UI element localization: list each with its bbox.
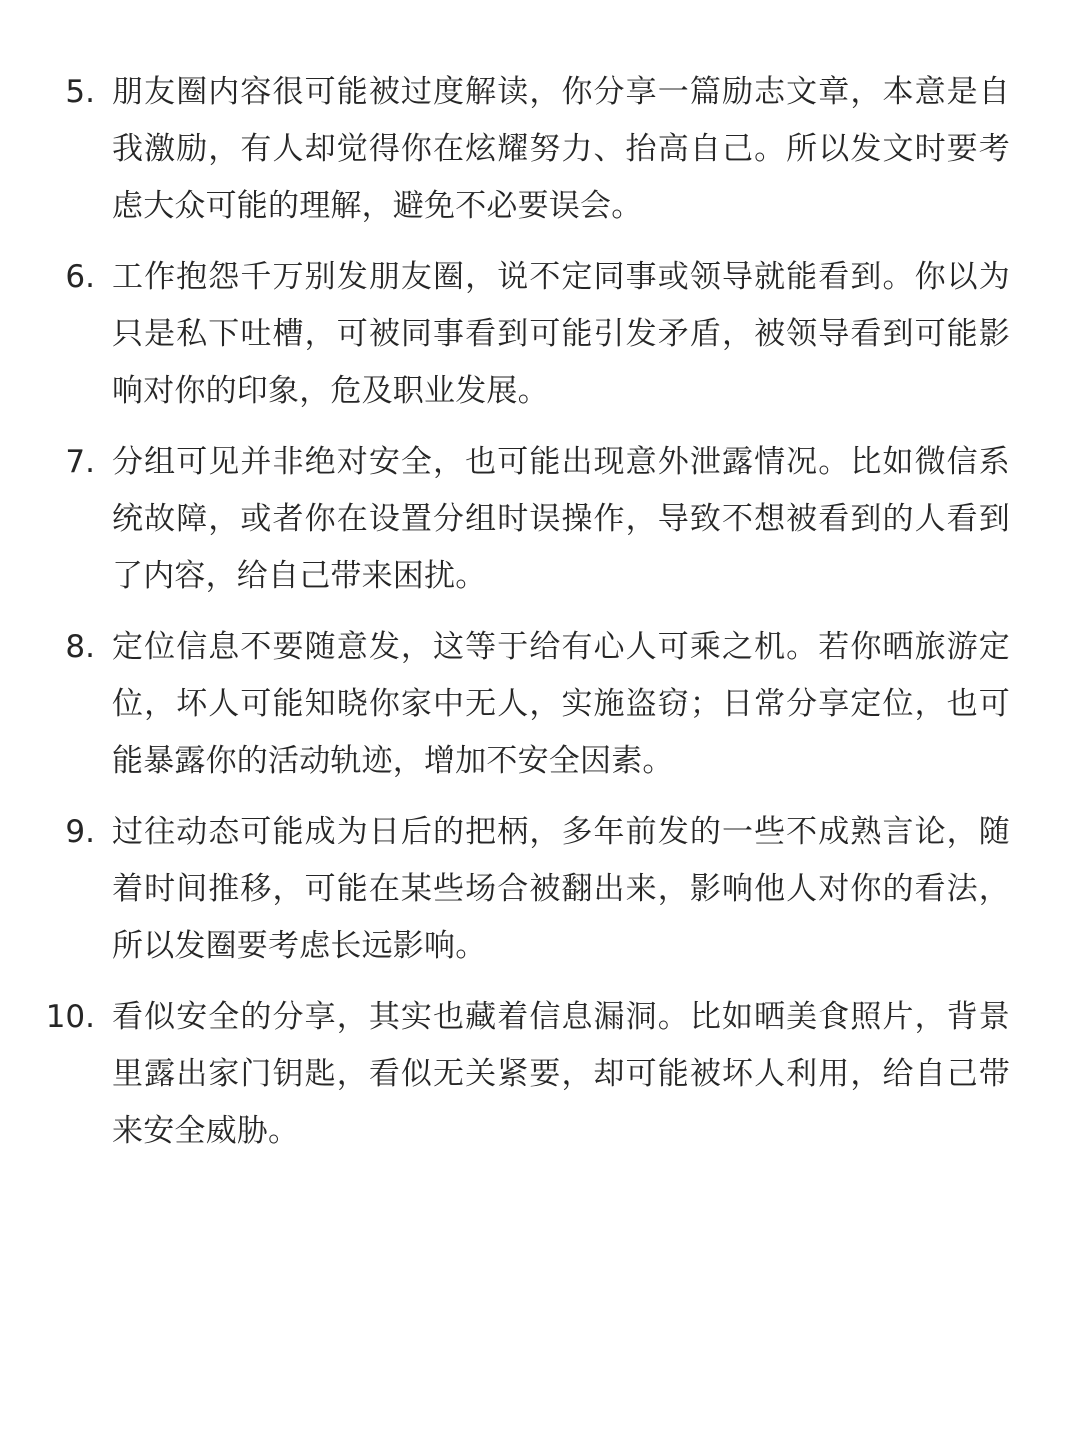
list-item-text: 分组可见并非绝对安全，也可能出现意外泄露情况。比如微信系统故障，或者你在设置分组时误操作，导致不想被看到的人看到了内容，给自己带来困扰。 [112,444,1010,594]
list-item [0,619,1080,790]
list-item-number: 9. [65,814,95,850]
numbered-list [0,64,1080,1174]
list-item-number: 7. [65,444,95,480]
list-item-text: 过往动态可能成为日后的把柄，多年前发的一些不成熟言论，随着时间推移，可能在某些场合被翻出来，影响他人对你的看法，所以发圈要考虑长远影响。 [112,814,1010,964]
list-item-text: 工作抱怨千万别发朋友圈，说不定同事或领导就能看到。你以为只是私下吐槽，可被同事看到可能引发矛盾，被领导看到可能影响对你的印象，危及职业发展。 [112,259,1010,409]
list-item-number: 8. [65,629,95,665]
list-item [0,64,1080,235]
list-item [0,804,1080,975]
list-item-text: 看似安全的分享，其实也藏着信息漏洞。比如晒美食照片，背景里露出家门钥匙，看似无关紧要，却可能被坏人利用，给自己带来安全威胁。 [112,999,1010,1149]
list-item [0,249,1080,420]
list-item [0,434,1080,605]
list-item-number: 5. [65,74,95,110]
list-item [0,989,1080,1160]
list-item-text: 定位信息不要随意发，这等于给有心人可乘之机。若你晒旅游定位，坏人可能知晓你家中无人，实施盗窃；日常分享定位，也可能暴露你的活动轨迹，增加不安全因素。 [112,629,1010,779]
list-item-number: 10. [45,999,95,1035]
list-item-number: 6. [65,259,95,295]
list-item-text: 朋友圈内容很可能被过度解读，你分享一篇励志文章，本意是自我激励，有人却觉得你在炫耀努力、抬高自己。所以发文时要考虑大众可能的理解，避免不必要误会。 [112,74,1010,224]
